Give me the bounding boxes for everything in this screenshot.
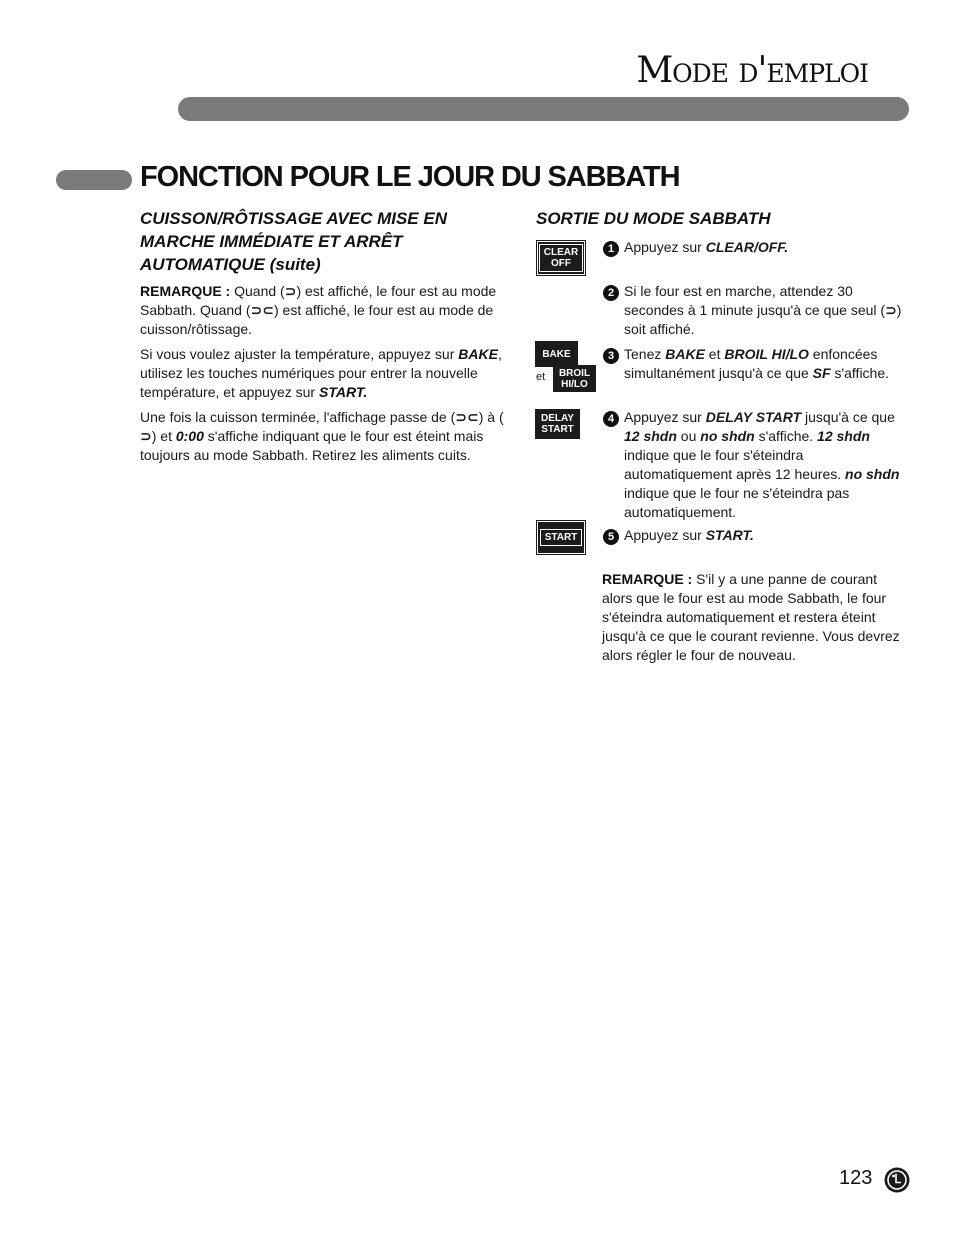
text: Une fois la cuisson terminée, l'affichage passe de ( <box>140 409 456 425</box>
text: indique que le four s'éteindra automatiquement après 12 heures. <box>624 447 846 482</box>
text: ) est affiché, le four est au mode Sabbath. Quand ( <box>140 283 497 318</box>
step-2-text <box>624 282 909 339</box>
cook-symbol: ⊃⊂ <box>455 409 479 425</box>
note-label: REMARQUE : <box>140 283 231 299</box>
keyword: BAKE <box>665 346 705 362</box>
header-bar <box>178 97 909 121</box>
text: ) est affiché, le four est au mode de cuisson/rôtissage. <box>140 302 494 337</box>
start-key-icon <box>538 522 584 553</box>
keyword: DELAY START <box>705 409 802 425</box>
key-label: HI/LO <box>561 378 588 390</box>
text: ) à ( <box>478 409 504 425</box>
step-3-text <box>624 345 909 383</box>
text: s'affiche. <box>830 365 890 381</box>
step-number: 3 <box>603 348 619 364</box>
sabbath-symbol: ⊃ <box>885 302 897 318</box>
keyword: 12 shdn <box>624 428 677 444</box>
step-number: 2 <box>603 285 619 301</box>
step-5-text <box>624 526 909 545</box>
text: ou <box>676 428 701 444</box>
keyword: CLEAR/OFF. <box>705 239 789 255</box>
right-note-paragraph <box>602 570 909 665</box>
lg-logo-icon <box>884 1167 910 1193</box>
section-pill <box>56 170 132 190</box>
note-label: REMARQUE : <box>602 571 693 587</box>
keyword: no shdn <box>845 466 900 482</box>
text: Appuyez sur <box>624 527 706 543</box>
start-keyword: START. <box>319 384 368 400</box>
left-note-paragraph <box>140 282 505 339</box>
text: jusqu'à ce que <box>801 409 895 425</box>
text: , utilisez les touches numériques pour entrer la nouvelle température, et appuyez sur <box>140 346 502 400</box>
broil-hilo-key-icon <box>553 365 596 392</box>
key-label: BAKE <box>542 348 571 360</box>
keyword: START. <box>705 527 754 543</box>
text: et <box>704 346 725 362</box>
header-title: Mode d'emploi <box>636 50 868 91</box>
text: ) et <box>151 428 176 444</box>
delay-start-key-icon <box>535 409 580 439</box>
key-label: START <box>544 532 578 543</box>
text: Appuyez sur <box>624 409 706 425</box>
text: s'affiche indiquant que le four est éteint mais toujours au mode Sabbath. Retirez les aliments cuits. <box>140 428 484 463</box>
text: ) soit affiché. <box>624 302 902 337</box>
sabbath-symbol: ⊃ <box>284 283 297 299</box>
key-label: START <box>541 424 574 435</box>
keyword: 12 shdn <box>817 428 870 444</box>
text: Tenez <box>624 346 666 362</box>
key-label: OFF <box>550 258 571 269</box>
text: s'affiche. <box>754 428 818 444</box>
section-title: FONCTION POUR LE JOUR DU SABBATH <box>140 161 680 193</box>
step-number: 4 <box>603 411 619 427</box>
text: Si le four est en marche, attendez 30 secondes à 1 minute jusqu'à ce que seul ( <box>624 283 886 318</box>
keyword: no shdn <box>700 428 755 444</box>
key-label: DELAY <box>541 413 574 424</box>
step-1-text <box>624 238 909 257</box>
text: indique que le four ne s'éteindra pas automatiquement. <box>624 485 850 520</box>
cook-symbol: ⊃⊂ <box>250 302 274 318</box>
bake-key-icon <box>535 341 578 367</box>
and-label: et <box>536 371 546 383</box>
key-label: BROIL <box>558 367 591 379</box>
text: enfoncées simultanément jusqu'à ce que <box>624 346 878 381</box>
step-number: 5 <box>603 529 619 545</box>
left-paragraph-finish <box>140 408 505 465</box>
text: S'il y a une panne de courant alors que le four est au mode Sabbath, le four s'éteindra automatiquement et restera éteint jusqu'à ce que le courant revienne. Vous devrez alors régler le four de nouveau. <box>602 571 900 663</box>
right-subheading: SORTIE DU MODE SABBATH <box>536 209 771 228</box>
sabbath-symbol: ⊃ <box>140 428 152 444</box>
time-keyword: 0:00 <box>175 428 204 444</box>
text: Quand ( <box>230 283 285 299</box>
text: Si vous voulez ajuster la température, appuyez sur <box>140 346 459 362</box>
keyword: BROIL HI/LO <box>724 346 809 362</box>
bake-keyword: BAKE <box>458 346 498 362</box>
key-label: CLEAR <box>543 247 579 258</box>
page-number: 123 <box>839 1167 873 1189</box>
step-4-text <box>624 408 909 522</box>
clear-off-key-icon <box>538 242 584 274</box>
left-subheading: CUISSON/RÔTISSAGE AVEC MISE EN MARCHE IMMÉDIATE ET ARRÊT AUTOMATIQUE (suite) <box>140 209 447 274</box>
keyword: SF <box>812 365 831 381</box>
step-number: 1 <box>603 241 619 257</box>
left-paragraph-adjust <box>140 345 505 402</box>
text: Appuyez sur <box>624 239 706 255</box>
